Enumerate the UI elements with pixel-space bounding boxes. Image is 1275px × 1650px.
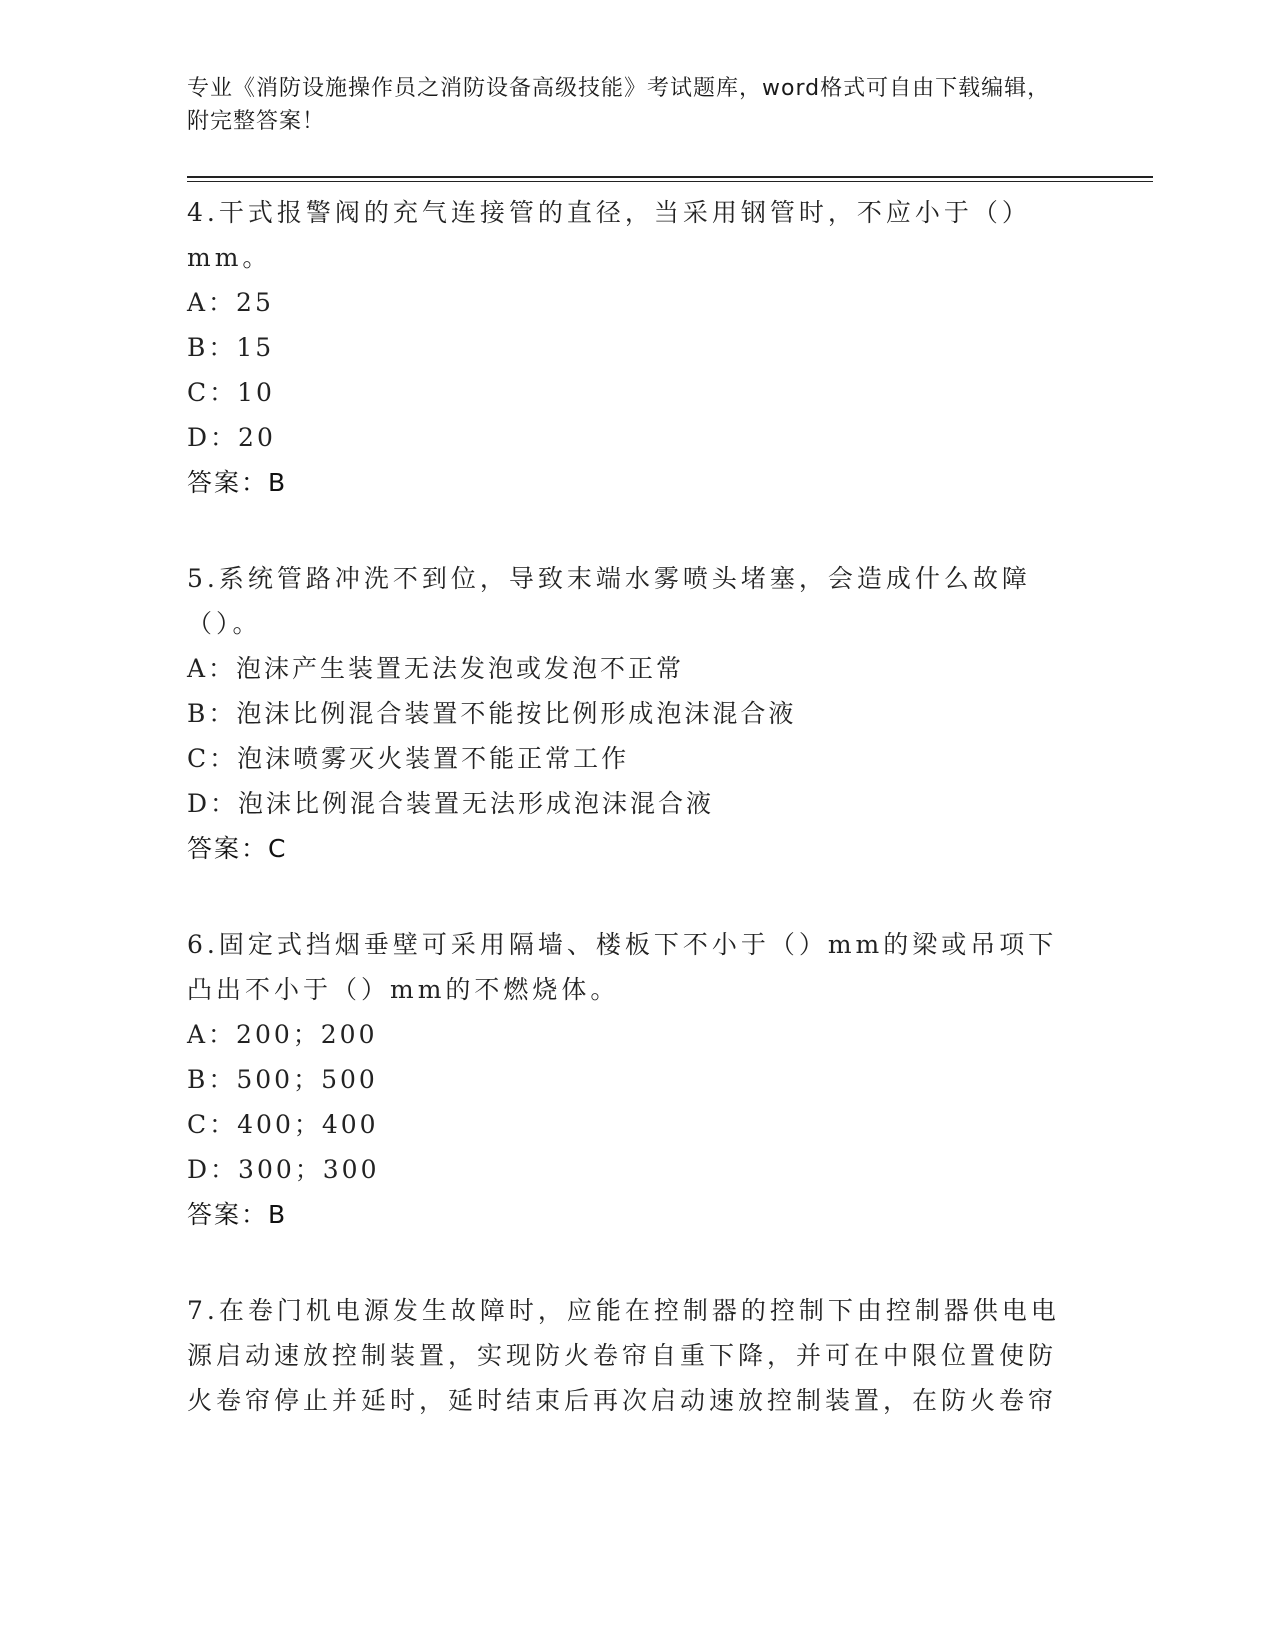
document-header: 专业《消防设施操作员之消防设备高级技能》考试题库，word格式可自由下载编辑，附完整答案！ (187, 76, 1051, 134)
question-6 (187, 922, 1067, 1237)
header-divider-thick (187, 176, 1153, 178)
answer-line: 答案：C (187, 834, 288, 863)
option-d: D：20 (187, 423, 276, 452)
option-a: A：200；200 (187, 1020, 378, 1049)
option-a: A：25 (187, 288, 274, 317)
question-7 (187, 1288, 1067, 1423)
option-b: B：泡沫比例混合装置不能按比例形成泡沫混合液 (187, 699, 797, 728)
option-c: C：10 (187, 378, 275, 407)
option-b: B：15 (187, 333, 275, 362)
header-divider-thin (187, 181, 1153, 182)
answer-line: 答案：B (187, 468, 288, 497)
question-4 (187, 190, 1067, 505)
option-b: B：500；500 (187, 1065, 378, 1094)
option-a: A：泡沫产生装置无法发泡或发泡不正常 (187, 654, 685, 683)
question-stem: 5.系统管路冲洗不到位，导致末端水雾喷头堵塞，会造成什么故障（）。 (187, 564, 1031, 638)
question-stem: 4.干式报警阀的充气连接管的直径，当采用钢管时，不应小于（）mm。 (187, 198, 1031, 272)
question-list (187, 190, 1067, 1474)
option-c: C：泡沫喷雾灭火装置不能正常工作 (187, 744, 630, 773)
question-stem: 7.在卷门机电源发生故障时，应能在控制器的控制下由控制器供电电源启动速放控制装置，实现防火卷帘自重下降，并可在中限位置使防火卷帘停止并延时，延时结束后再次启动速放控制装置，在防火卷帘 (187, 1296, 1060, 1415)
option-c: C：400；400 (187, 1110, 379, 1139)
question-stem: 6.固定式挡烟垂壁可采用隔墙、楼板下不小于（）mm的梁或吊项下凸出不小于（）mm的不燃烧体。 (187, 930, 1058, 1004)
question-5 (187, 556, 1067, 871)
answer-line: 答案：B (187, 1200, 288, 1229)
option-d: D：300；300 (187, 1155, 380, 1184)
option-d: D：泡沫比例混合装置无法形成泡沫混合液 (187, 789, 715, 818)
